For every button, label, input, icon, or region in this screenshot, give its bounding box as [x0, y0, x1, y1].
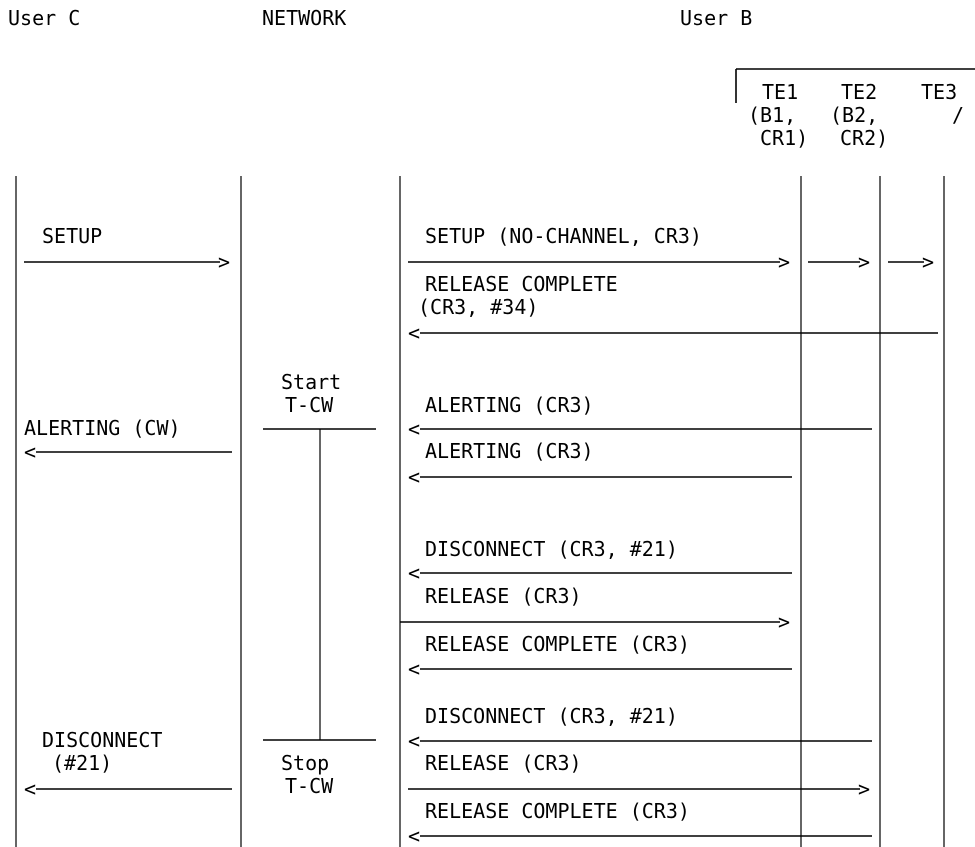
message-c-disconnect-label: DISCONNECT [42, 728, 163, 752]
arrowhead-release-complete-2: < [408, 657, 421, 681]
message-release-complete-2-label: RELEASE COMPLETE (CR3) [425, 632, 690, 656]
arrowhead-alerting-cw: < [24, 440, 37, 464]
message-alerting-te1-label: ALERTING (CR3) [425, 439, 594, 463]
terminal-te1-callref: CR1) [760, 126, 809, 150]
arrowhead-c-disconnect: < [24, 777, 37, 801]
terminal-te2-callref: CR2) [840, 126, 889, 150]
arrowhead-alerting-te2: < [408, 417, 421, 441]
arrowhead-c-setup: > [218, 250, 231, 274]
header-network: NETWORK [262, 6, 347, 30]
timer-stop-label: Stop [281, 751, 330, 775]
arrowhead-release-2: > [858, 777, 871, 801]
arrowhead-alerting-te1: < [408, 465, 421, 489]
terminal-te2-label: TE2 [841, 80, 878, 104]
terminal-te3-label: TE3 [921, 80, 958, 104]
message-disconnect-2-label: DISCONNECT (CR3, #21) [425, 704, 678, 728]
message-release-complete-3-label: RELEASE COMPLETE (CR3) [425, 799, 690, 823]
arrowhead-release-1: > [778, 610, 791, 634]
timer-start-tcw-label: T-CW [285, 393, 334, 417]
terminal-te3-slash: / [952, 103, 965, 127]
message-alerting-cw-label: ALERTING (CW) [24, 416, 181, 440]
arrowhead-b-setup-te1: > [778, 250, 791, 274]
message-alerting-te2-label: ALERTING (CR3) [425, 393, 594, 417]
message-release-complete-1-params: (CR3, #34) [418, 295, 539, 319]
message-disconnect-1-label: DISCONNECT (CR3, #21) [425, 537, 678, 561]
message-release-2-label: RELEASE (CR3) [425, 751, 582, 775]
terminal-te2-bchannel: (B2, [830, 103, 879, 127]
arrowhead-disconnect-2: < [408, 729, 421, 753]
header-user-b: User B [680, 6, 753, 30]
arrowhead-b-setup-te2: > [858, 250, 871, 274]
timer-start-label: Start [281, 370, 342, 394]
message-release-complete-1-label: RELEASE COMPLETE [425, 272, 618, 296]
timer-stop-tcw-label: T-CW [285, 774, 334, 798]
message-b-setup-label: SETUP (NO-CHANNEL, CR3) [425, 224, 702, 248]
terminal-te1-bchannel: (B1, [748, 103, 797, 127]
arrowhead-disconnect-1: < [408, 561, 421, 585]
arrowhead-release-complete-1: < [408, 321, 421, 345]
message-release-1-label: RELEASE (CR3) [425, 584, 582, 608]
header-user-c: User C [8, 6, 81, 30]
arrowhead-release-complete-3: < [408, 824, 421, 847]
terminal-te1-label: TE1 [762, 80, 799, 104]
message-c-setup-label: SETUP [42, 224, 103, 248]
message-c-disconnect-cause: (#21) [52, 751, 113, 775]
arrowhead-b-setup-te3: > [922, 250, 935, 274]
